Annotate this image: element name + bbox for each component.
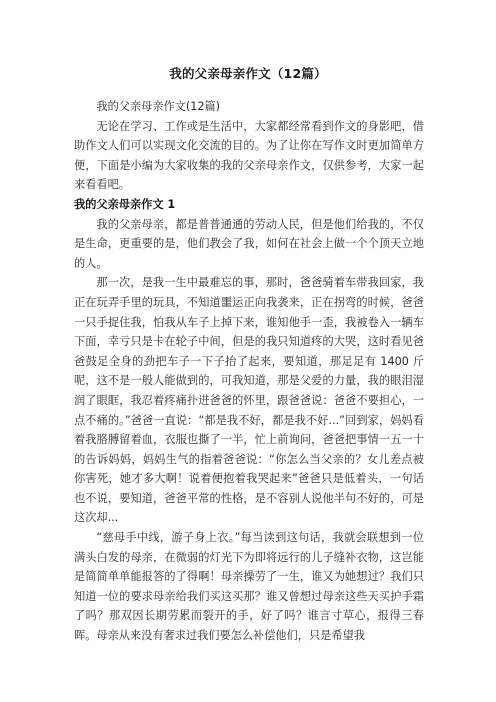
- section-heading: 我的父亲母亲作文 1: [74, 197, 176, 211]
- body-paragraph-3: “慈母手中线，游子身上衣。”每当读到这句话，我就会联想到一位满头白发的母亲，在微弱的灯光下为即将远行的儿子缝补衣物，这岂能是简简单单能报答的了得啊！母亲操劳了一生，谁又为她想过？我们只知道一位的要求母亲给我们买这买那？谁又曾想过母亲这些天买护手霜了吗？那双因长期劳累而裂开的手，好了吗？谁言寸草心，报得三春晖。母亲从来没有奢求过我们要怎么补偿他们，只是希望我: [74, 531, 424, 643]
- document-subtitle: 我的父亲母亲作文(12篇): [96, 100, 221, 113]
- document-body: [74, 97, 424, 646]
- body-paragraph-2: 那一次，是我一生中最难忘的事，那时，爸爸骑着车带我回家，我正在玩弄手里的玩具，不知道噩运正向我袭来，正在拐弯的时候，爸爸一只手捉住我，怕我从车子上掉下来，谁知他手一歪，我被卷入一辆车下面，幸亏只是卡在轮子中间，但是的我只知道疼的大哭，这时看见爸爸鼓足全身的劲把车子一下子抬了起来，要知道，那足足有 1400 斤呢，这不是一般人能做到的，可我知道，那是父爱的力量，我的眼泪湿润了眼眶，我忍着疼痛扑进爸爸的怀里，跟爸爸说：爸爸不要担心，一点不痛的。”爸爸一直说：“都是我不好，都是我不好...”回到家，妈妈看着我胳膊留着血，衣服也撕了一半，忙上前询问，爸爸把事情一五一十的告诉妈妈，妈妈生气的指着爸爸说：“你怎么当父亲的？女儿差点被你害死，她才多大啊！说着便抱着我哭起来”爸爸只是低着头，一句话也不说，要知道，爸爸平常的性格，是不容别人说他半句不好的，可是这次却...: [74, 276, 424, 525]
- intro-paragraph: 无论在学习、工作或是生活中，大家都经常看到作文的身影吧，借助作文人们可以实现文化交流的目的。为了让你在写作文时更加简单方便，下面是小编为大家收集的我的父亲母亲作文，仅供参考，大家一起来看看吧。: [74, 119, 424, 192]
- document-title: 我的父亲母亲作文（12篇）: [169, 66, 327, 81]
- body-paragraph-1: 我的父亲母亲，都是普普通通的劳动人民，但是他们给我的，不仅是生命，更重要的是，他们教会了我，如何在社会上做一个个顶天立地的人。: [74, 217, 424, 270]
